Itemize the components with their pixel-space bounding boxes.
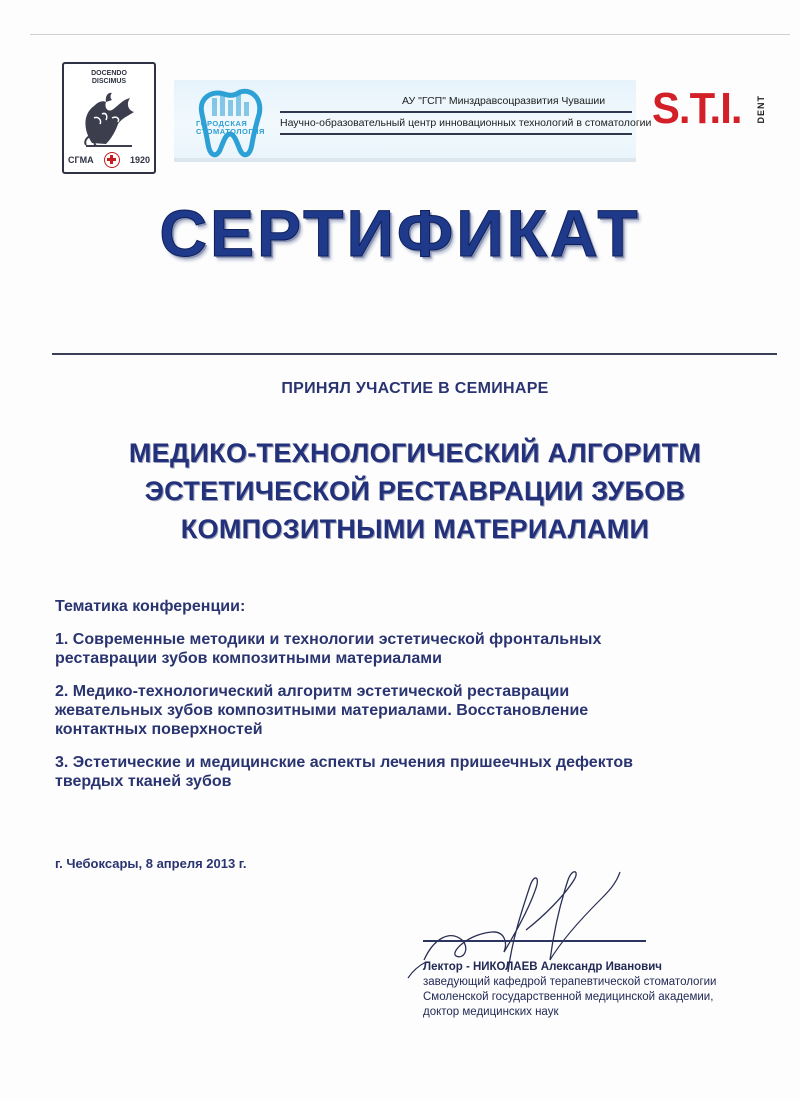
topics-section — [55, 598, 755, 805]
phoenix-bird-icon — [72, 88, 146, 150]
signature-line — [423, 940, 646, 942]
sgma-abbr: СГМА — [68, 155, 94, 165]
sti-dent-label: DENT — [756, 95, 766, 124]
sgma-bottom-row — [68, 152, 150, 168]
center-name: Научно-образовательный центр инновационных технологий в стоматологии — [280, 117, 652, 129]
title-divider — [52, 353, 777, 355]
center-underline — [280, 133, 632, 135]
seminar-title-line: ЭСТЕТИЧЕСКОЙ РЕСТАВРАЦИИ ЗУБОВ — [144, 476, 686, 506]
top-border-line — [30, 34, 790, 35]
seminar-title-line: КОМПОЗИТНЫМИ МАТЕРИАЛАМИ — [180, 514, 650, 544]
lecturer-academy: Смоленской государственной медицинской академии, — [423, 991, 714, 1003]
sti-logo: S.T.I. — [652, 84, 742, 133]
ministry-underline — [280, 111, 632, 113]
seminar-title — [0, 434, 800, 548]
place-date: г. Чебоксары, 8 апреля 2013 г. — [55, 856, 247, 871]
ministry-name: АУ "ГСП" Минздравсоцразвития Чувашии — [402, 95, 606, 107]
lecturer-degree: доктор медицинских наук — [423, 1006, 559, 1018]
gorodskaya-stomatologiya-text: ГОРОДСКАЯ СТОМАТОЛОГИЯ — [196, 119, 265, 136]
topic-item: 1. Современные методики и технологии эстетической фронтальных реставрации зубов композитными материалами — [55, 631, 602, 667]
participated-caption: ПРИНЯЛ УЧАСТИЕ В СЕМИНАРЕ — [281, 380, 549, 397]
topic-item: 3. Эстетические и медицинские аспекты лечения пришеечных дефектов твердых тканей зубов — [55, 754, 633, 790]
certificate-title: СЕРТИФИКАТ — [159, 196, 641, 270]
topics-heading: Тематика конференции: — [55, 598, 246, 615]
topic-item: 2. Медико-технологический алгоритм эстетической реставрации жевательных зубов композитными материалами. Восстановление контактных поверхностей — [55, 683, 589, 738]
lecturer-position: заведующий кафедрой терапевтической стоматологии — [423, 976, 717, 988]
sgma-motto: DOCENDO DISCIMUS — [91, 70, 127, 85]
sgma-emblem — [62, 62, 156, 174]
lecturer-block — [423, 960, 717, 1020]
medical-cross-icon — [104, 152, 120, 168]
sgma-year: 1920 — [129, 155, 150, 165]
lecturer-name: Лектор - НИКОЛАЕВ Александр Иванович — [423, 961, 662, 973]
seminar-title-line: МЕДИКО-ТЕХНОЛОГИЧЕСКИЙ АЛГОРИТМ — [128, 438, 702, 468]
